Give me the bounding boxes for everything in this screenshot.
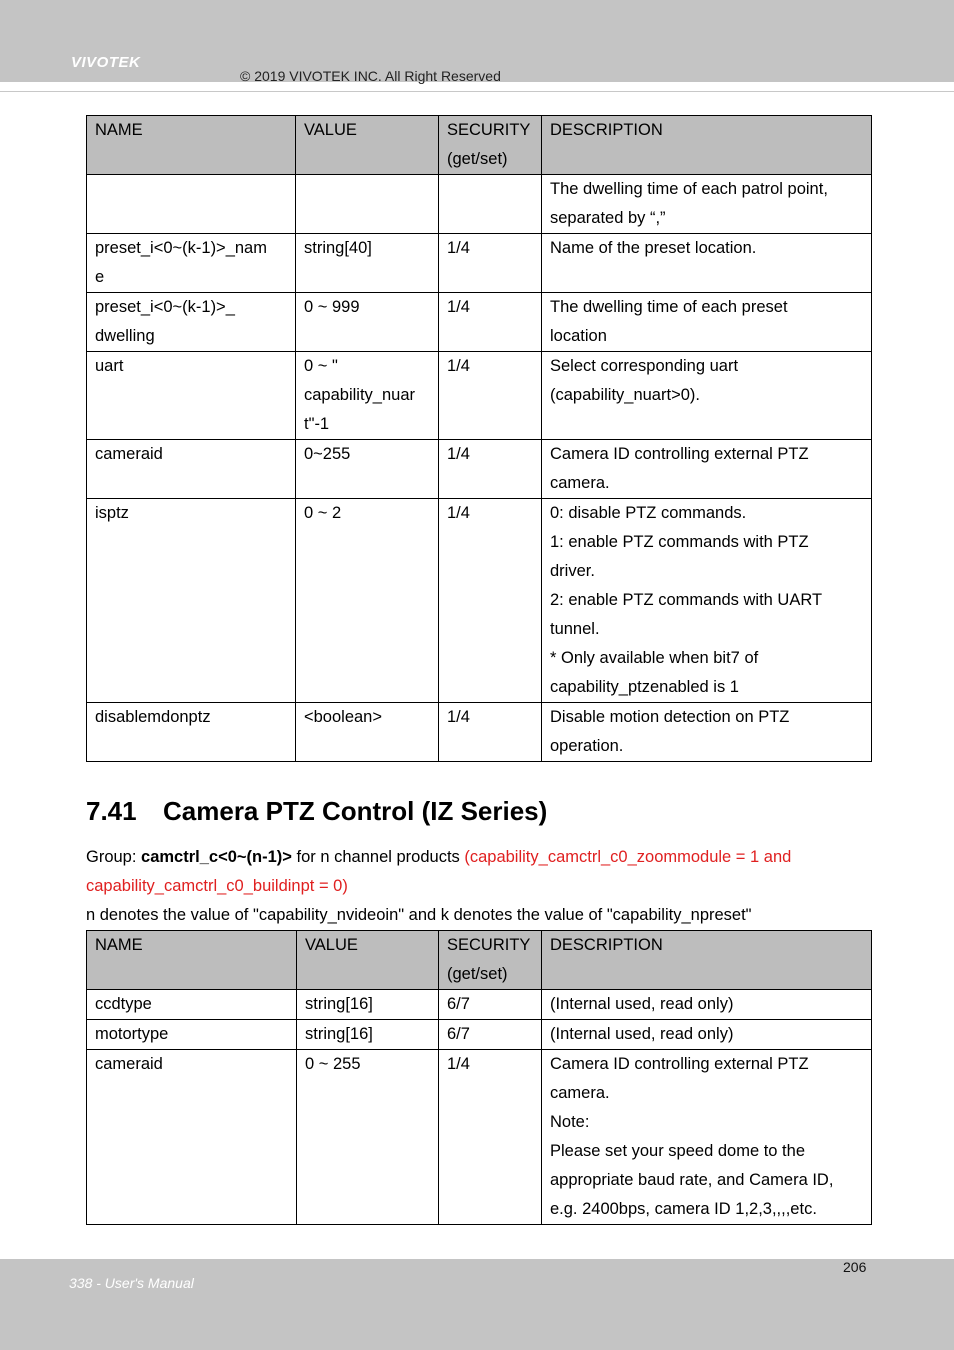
cell-line: Disable motion detection on PTZ: [550, 708, 790, 726]
column-header-value: VALUE: [297, 931, 439, 990]
cell-value: [296, 703, 439, 762]
cell-line: dwelling: [95, 327, 155, 345]
section-heading: [86, 796, 547, 827]
cell-line: e.g. 2400bps, camera ID 1,2,3,,,,etc.: [550, 1200, 817, 1218]
cell-name: [87, 499, 296, 703]
cell-value: [296, 234, 439, 293]
cell-line: 1/4: [447, 445, 470, 463]
cell-name: [87, 352, 296, 440]
copyright-text: © 2019 VIVOTEK INC. All Right Reserved: [240, 68, 501, 84]
cell-value: [296, 440, 439, 499]
cell-line: <boolean>: [304, 708, 382, 726]
cell-value: [296, 293, 439, 352]
cell-security: [439, 440, 542, 499]
group-condition: (capability_camctrl_c0_zoommodule = 1 and: [464, 848, 792, 866]
cell-value: [297, 1020, 439, 1050]
cell-line: camera.: [550, 1084, 610, 1102]
cell-security: [439, 990, 542, 1020]
cell-value: [296, 175, 439, 234]
cell-security: [439, 1020, 542, 1050]
cell-name: [87, 440, 296, 499]
cell-name: [87, 990, 297, 1020]
cell-description: [542, 293, 872, 352]
cell-line: separated by “,”: [550, 209, 666, 227]
header-line: (get/set): [447, 150, 508, 168]
cell-line: 1: enable PTZ commands with PTZ: [550, 533, 809, 551]
cell-description: [542, 1050, 872, 1225]
cell-line: 1/4: [447, 708, 470, 726]
cell-name: [87, 703, 296, 762]
cell-line: motortype: [95, 1025, 169, 1043]
table-row: [87, 499, 872, 703]
cell-line: 6/7: [447, 1025, 470, 1043]
cell-line: (capability_nuart>0).: [550, 386, 700, 404]
table-row: [87, 1020, 872, 1050]
cell-line: 0: disable PTZ commands.: [550, 504, 747, 522]
cell-line: capability_nuar: [304, 386, 415, 404]
cell-line: e: [95, 268, 105, 286]
cell-line: cameraid: [95, 1055, 163, 1073]
cell-line: Select corresponding uart: [550, 357, 739, 375]
cell-line: 1/4: [447, 298, 470, 316]
cell-name: [87, 1050, 297, 1225]
cell-line: 1/4: [447, 239, 470, 257]
cell-line: 1/4: [447, 357, 470, 375]
cell-line: capability_ptzenabled is 1: [550, 678, 739, 696]
cell-name: [87, 175, 296, 234]
cell-description: [542, 352, 872, 440]
column-header-value: VALUE: [296, 116, 439, 175]
section-number: 7.41: [86, 796, 137, 826]
cell-description: [542, 234, 872, 293]
table-row: [87, 440, 872, 499]
cell-line: cameraid: [95, 445, 163, 463]
footer-band: [0, 1259, 954, 1350]
cell-description: [542, 440, 872, 499]
cell-value: [296, 352, 439, 440]
cell-name: [87, 234, 296, 293]
cell-line: preset_i<0~(k-1)>_: [95, 298, 235, 316]
cell-line: t"-1: [304, 415, 330, 433]
cell-line: 0 ~ 2: [304, 504, 342, 522]
parameter-table-2: [86, 930, 872, 1225]
cell-description: [542, 175, 872, 234]
cell-line: 0 ~ 999: [304, 298, 360, 316]
cell-value: [296, 499, 439, 703]
group-line: [86, 843, 791, 872]
column-header-description: DESCRIPTION: [542, 931, 872, 990]
cell-line: Camera ID controlling external PTZ: [550, 445, 809, 463]
cell-line: string[16]: [305, 1025, 373, 1043]
cell-line: ccdtype: [95, 995, 152, 1013]
header-line: (get/set): [447, 965, 508, 983]
cell-description: [542, 499, 872, 703]
cell-security: [439, 703, 542, 762]
column-header-security: [439, 116, 542, 175]
column-header-description: DESCRIPTION: [542, 116, 872, 175]
cell-line: The dwelling time of each patrol point,: [550, 180, 828, 198]
table-row: [87, 175, 872, 234]
table-row: [87, 1050, 872, 1225]
cell-line: 0 ~ 255: [305, 1055, 361, 1073]
parameter-table-1: [86, 115, 872, 762]
cell-security: [439, 1050, 542, 1225]
cell-security: [439, 352, 542, 440]
cell-line: preset_i<0~(k-1)>_nam: [95, 239, 267, 257]
cell-name: [87, 293, 296, 352]
cell-line: 2: enable PTZ commands with UART: [550, 591, 823, 609]
group-name: camctrl_c<0~(n-1)>: [141, 848, 292, 866]
page-number: 206: [843, 1259, 867, 1275]
cell-line: Camera ID controlling external PTZ: [550, 1055, 809, 1073]
cell-name: [87, 1020, 297, 1050]
cell-line: driver.: [550, 562, 595, 580]
cell-description: [542, 703, 872, 762]
manual-page-label: 338 - User's Manual: [69, 1275, 194, 1291]
column-header-name: NAME: [87, 931, 297, 990]
group-condition-line: [86, 872, 348, 901]
cell-line: Name of the preset location.: [550, 239, 757, 257]
cell-line: tunnel.: [550, 620, 600, 638]
cell-line: camera.: [550, 474, 610, 492]
cell-value: [297, 1050, 439, 1225]
cell-value: [297, 990, 439, 1020]
cell-line: uart: [95, 357, 124, 375]
section-title: Camera PTZ Control (IZ Series): [163, 796, 548, 826]
cell-line: 1/4: [447, 1055, 470, 1073]
cell-line: 1/4: [447, 504, 470, 522]
variable-note: n denotes the value of "capability_nvideoin" and k denotes the value of "capability_npreset": [86, 906, 752, 924]
cell-line: appropriate baud rate, and Camera ID,: [550, 1171, 834, 1189]
cell-security: [439, 499, 542, 703]
group-condition-continued: capability_camctrl_c0_buildinpt = 0): [86, 877, 348, 895]
cell-security: [439, 293, 542, 352]
cell-line: 6/7: [447, 995, 470, 1013]
cell-line: 0 ~ ": [304, 357, 338, 375]
cell-line: isptz: [95, 504, 129, 522]
header-line: SECURITY: [447, 936, 531, 954]
cell-line: disablemdonptz: [95, 708, 211, 726]
table-row: [87, 352, 872, 440]
cell-line: * Only available when bit7 of: [550, 649, 759, 667]
cell-description: [542, 990, 872, 1020]
cell-line: location: [550, 327, 607, 345]
cell-line: operation.: [550, 737, 624, 755]
table-row: [87, 234, 872, 293]
cell-line: (Internal used, read only): [550, 1025, 734, 1043]
column-header-security: [439, 931, 542, 990]
cell-line: (Internal used, read only): [550, 995, 734, 1013]
table-row: [87, 990, 872, 1020]
table-row: [87, 703, 872, 762]
group-prefix: Group:: [86, 848, 142, 866]
cell-line: Note:: [550, 1113, 590, 1131]
table-header-row: [87, 931, 872, 990]
cell-line: string[16]: [305, 995, 373, 1013]
cell-security: [439, 175, 542, 234]
table-header-row: [87, 116, 872, 175]
cell-line: 0~255: [304, 445, 351, 463]
group-suffix: for n channel products: [291, 848, 465, 866]
cell-line: Please set your speed dome to the: [550, 1142, 805, 1160]
header-divider: [0, 91, 954, 92]
cell-line: string[40]: [304, 239, 372, 257]
cell-security: [439, 234, 542, 293]
table-row: [87, 293, 872, 352]
header-line: SECURITY: [447, 121, 531, 139]
cell-description: [542, 1020, 872, 1050]
cell-line: The dwelling time of each preset: [550, 298, 788, 316]
brand-logo: VIVOTEK: [71, 54, 141, 71]
column-header-name: NAME: [87, 116, 296, 175]
